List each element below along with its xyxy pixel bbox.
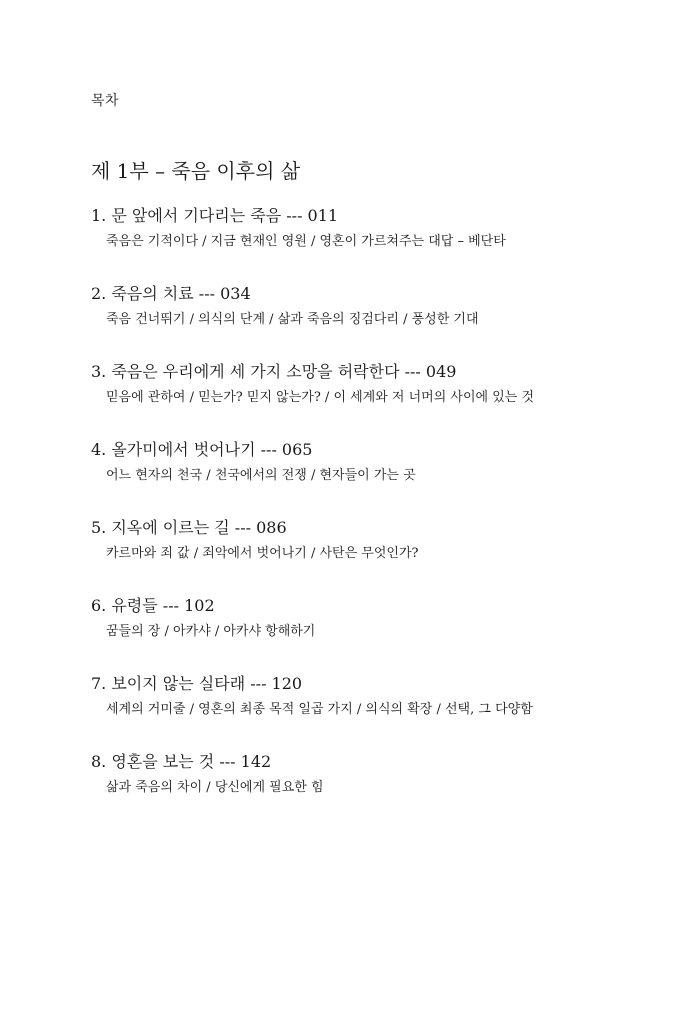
chapter-subtopics: 세계의 거미줄 / 영혼의 최종 목적 일곱 가지 / 의식의 확장 / 선택, 그 다양함 [106,702,533,717]
chapter-title: 2. 죽음의 치료 --- 034 [91,284,251,303]
chapter-title: 7. 보이지 않는 실타래 --- 120 [91,674,303,693]
chapter-title: 3. 죽음은 우리에게 세 가지 소망을 허락한다 --- 049 [91,362,457,381]
chapter-entry [91,517,671,595]
chapter-title: 6. 유령들 --- 102 [91,596,215,615]
chapter-title: 5. 지옥에 이르는 길 --- 086 [91,518,287,537]
toc-heading: 목차 [91,93,120,109]
chapter-entry [91,673,671,751]
chapter-entry [91,205,671,283]
chapter-entry [91,595,671,673]
chapter-title: 4. 올가미에서 벗어나기 --- 065 [91,440,313,459]
chapter-entry [91,439,671,517]
chapter-list [91,205,671,829]
chapter-subtopics: 죽음은 기적이다 / 지금 현재인 영원 / 영혼이 가르쳐주는 대답 – 베단타 [106,234,506,249]
chapter-title: 1. 문 앞에서 기다리는 죽음 --- 011 [91,206,339,225]
chapter-subtopics: 어느 현자의 천국 / 천국에서의 전쟁 / 현자들이 가는 곳 [106,468,416,483]
chapter-subtopics: 믿음에 관하여 / 믿는가? 믿지 않는가? / 이 세계와 저 너머의 사이에 있는 것 [106,390,535,405]
chapter-entry [91,361,671,439]
chapter-entry [91,283,671,361]
chapter-title: 8. 영혼을 보는 것 --- 142 [91,752,272,771]
chapter-subtopics: 카르마와 죄 값 / 죄악에서 벗어나기 / 사탄은 무엇인가? [106,546,419,561]
chapter-entry [91,751,671,829]
chapter-subtopics: 죽음 건너뛰기 / 의식의 단계 / 삶과 죽음의 징검다리 / 풍성한 기대 [106,312,479,327]
part-title: 제 1부 – 죽음 이후의 삶 [91,159,301,183]
chapter-subtopics: 꿈들의 장 / 아카샤 / 아카샤 항해하기 [106,624,316,639]
chapter-subtopics: 삶과 죽음의 차이 / 당신에게 필요한 힘 [106,780,324,795]
